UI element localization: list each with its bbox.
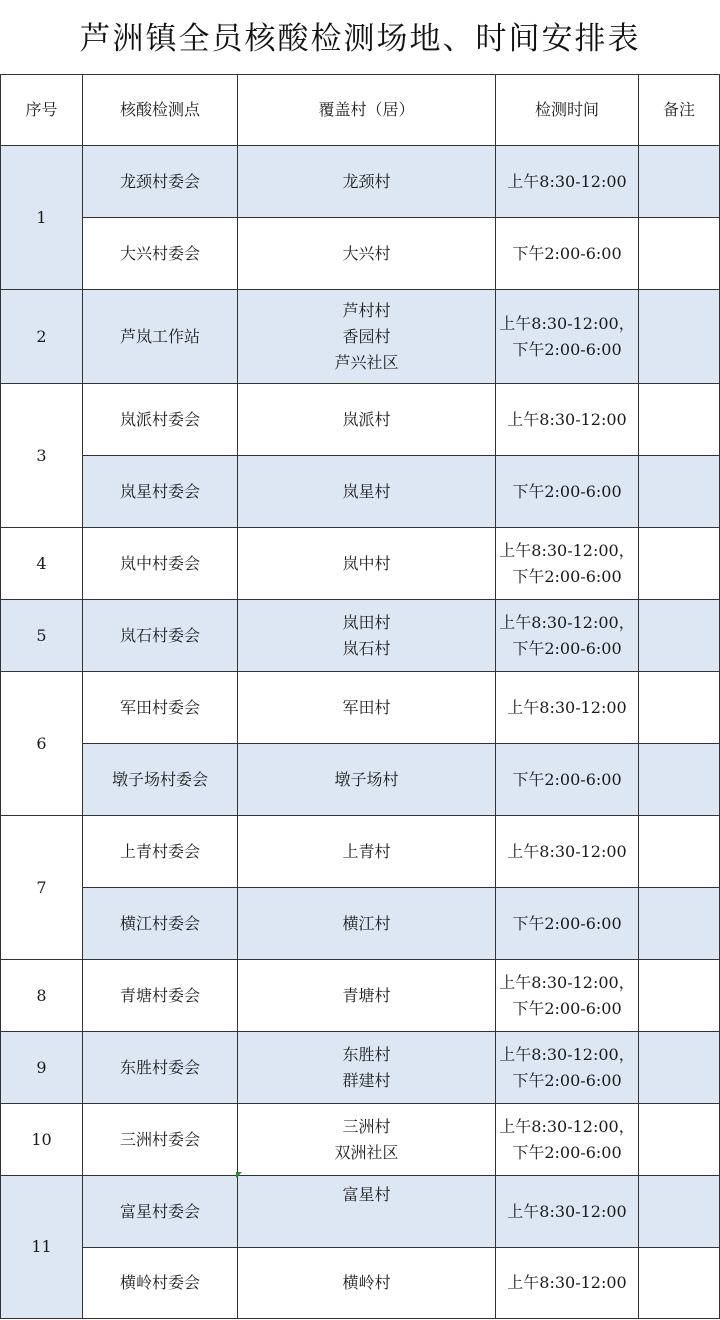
time-line: 下午2:00-6:00 [512,769,622,789]
cell-coverage [238,744,496,816]
time-line: 下午2:00-6:00 [512,481,622,501]
coverage-line: 横江村 [342,913,391,933]
table-row [1,290,720,384]
coverage-line: 芦村村 [342,300,391,320]
cell-time [496,1176,639,1248]
table-row [1,672,720,744]
time-line: 上午8:30-12:00 [507,409,627,429]
cell-coverage [238,384,496,456]
page-title: 芦洲镇全员核酸检测场地、时间安排表 [0,0,720,75]
cell-no: 7 [1,816,83,960]
cell-coverage [238,672,496,744]
cell-no: 3 [1,384,83,528]
cell-no: 11 [1,1176,83,1319]
coverage-line: 横岭村 [342,1273,391,1292]
cell-time [496,528,639,600]
header-site: 核酸检测点 [83,75,238,146]
cell-coverage [238,1248,496,1319]
time-line: 上午8:30-12:00 [507,171,627,191]
coverage-line: 香园村 [342,326,391,346]
cell-site: 龙颈村委会 [83,146,238,218]
table-row [1,960,720,1032]
cell-site: 东胜村委会 [83,1032,238,1104]
cell-time [496,672,639,744]
cell-site: 岚石村委会 [83,600,238,672]
coverage-line: 大兴村 [342,243,391,263]
cell-remark [639,456,720,528]
cell-site: 岚星村委会 [83,456,238,528]
cell-site: 上青村委会 [83,816,238,888]
coverage-line: 东胜村 [342,1044,391,1064]
table-row [1,1248,720,1319]
coverage-line: 青塘村 [342,985,391,1005]
time-line: 上午8:30-12:00， [499,540,635,560]
coverage-line: 岚中村 [342,553,391,573]
coverage-line: 群建村 [342,1070,391,1090]
cell-site: 大兴村委会 [83,218,238,290]
cell-remark [639,1032,720,1104]
cell-remark [639,218,720,290]
time-line: 上午8:30-12:00， [499,1044,635,1064]
cell-no: 5 [1,600,83,672]
cell-no: 6 [1,672,83,816]
coverage-line: 岚星村 [342,481,391,501]
coverage-line: 岚派村 [342,409,391,429]
table-row [1,600,720,672]
cell-time [496,1248,639,1319]
cell-time [496,218,639,290]
cell-remark [639,384,720,456]
cell-remark [639,1104,720,1176]
time-line: 上午8:30-12:00， [499,612,635,632]
coverage-line: 军田村 [342,697,391,717]
cell-coverage [238,600,496,672]
cell-no: 10 [1,1104,83,1176]
header-remark: 备注 [639,75,720,146]
cell-remark [639,816,720,888]
schedule-table [0,74,720,1319]
cell-remark [639,960,720,1032]
cell-coverage [238,816,496,888]
table-row [1,146,720,218]
table-row [1,816,720,888]
time-line: 上午8:30-12:00， [499,1116,635,1136]
coverage-line: 三洲村 [342,1116,391,1136]
table-row [1,744,720,816]
cell-coverage [238,456,496,528]
cell-site: 岚中村委会 [83,528,238,600]
cell-no: 8 [1,960,83,1032]
cell-remark [639,744,720,816]
cell-remark [639,1248,720,1319]
time-line: 下午2:00-6:00 [512,339,622,359]
cell-site: 岚派村委会 [83,384,238,456]
time-line: 下午2:00-6:00 [512,1142,622,1162]
table-row [1,384,720,456]
cell-time [496,1104,639,1176]
cell-site: 富星村委会 [83,1176,238,1248]
table-row [1,528,720,600]
coverage-line: 芦兴社区 [334,352,399,372]
header-no: 序号 [1,75,83,146]
time-line: 下午2:00-6:00 [512,913,622,933]
cell-marker [236,1172,242,1178]
table-row [1,218,720,290]
cell-coverage [238,960,496,1032]
cell-time [496,146,639,218]
cell-time [496,816,639,888]
cell-time [496,384,639,456]
cell-site: 军田村委会 [83,672,238,744]
cell-coverage [238,1176,496,1248]
cell-remark [639,600,720,672]
time-line: 上午8:30-12:00 [507,1273,627,1292]
time-line: 下午2:00-6:00 [512,638,622,658]
time-line: 上午8:30-12:00， [499,972,635,992]
coverage-line: 岚石村 [342,638,391,658]
table-row [1,456,720,528]
time-line: 下午2:00-6:00 [512,1070,622,1090]
cell-site: 青塘村委会 [83,960,238,1032]
cell-remark [639,1176,720,1248]
table-row [1,888,720,960]
time-line: 下午2:00-6:00 [512,566,622,586]
cell-no: 9 [1,1032,83,1104]
cell-time [496,600,639,672]
cell-coverage [238,1032,496,1104]
table-row [1,1032,720,1104]
cell-no: 1 [1,146,83,290]
time-line: 下午2:00-6:00 [512,998,622,1018]
cell-remark [639,888,720,960]
cell-remark [639,672,720,744]
cell-time [496,1032,639,1104]
header-row [1,75,720,146]
coverage-line: 富星村 [342,1184,391,1204]
table-row [1,1176,720,1248]
cell-coverage [238,146,496,218]
header-coverage: 覆盖村（居） [238,75,496,146]
cell-time [496,744,639,816]
cell-time [496,290,639,384]
time-line: 上午8:30-12:00 [507,1201,627,1221]
cell-coverage [238,1104,496,1176]
time-line: 上午8:30-12:00 [507,697,627,717]
coverage-line: 双洲社区 [334,1142,399,1162]
coverage-line: 龙颈村 [342,171,391,191]
time-line: 上午8:30-12:00 [507,841,627,861]
cell-coverage [238,290,496,384]
coverage-line: 上青村 [342,841,391,861]
header-time: 检测时间 [496,75,639,146]
cell-site: 横江村委会 [83,888,238,960]
cell-remark [639,146,720,218]
cell-site: 墩子场村委会 [83,744,238,816]
cell-remark [639,528,720,600]
time-line: 下午2:00-6:00 [512,243,622,263]
cell-site: 横岭村委会 [83,1248,238,1319]
cell-time [496,888,639,960]
cell-remark [639,290,720,384]
cell-time [496,960,639,1032]
cell-site: 芦岚工作站 [83,290,238,384]
cell-coverage [238,218,496,290]
cell-site: 三洲村委会 [83,1104,238,1176]
table-row [1,1104,720,1176]
cell-no: 4 [1,528,83,600]
cell-coverage [238,528,496,600]
coverage-line: 岚田村 [342,612,391,632]
cell-coverage [238,888,496,960]
coverage-line: 墩子场村 [334,769,399,789]
cell-time [496,456,639,528]
cell-no: 2 [1,290,83,384]
time-line: 上午8:30-12:00， [499,313,635,333]
